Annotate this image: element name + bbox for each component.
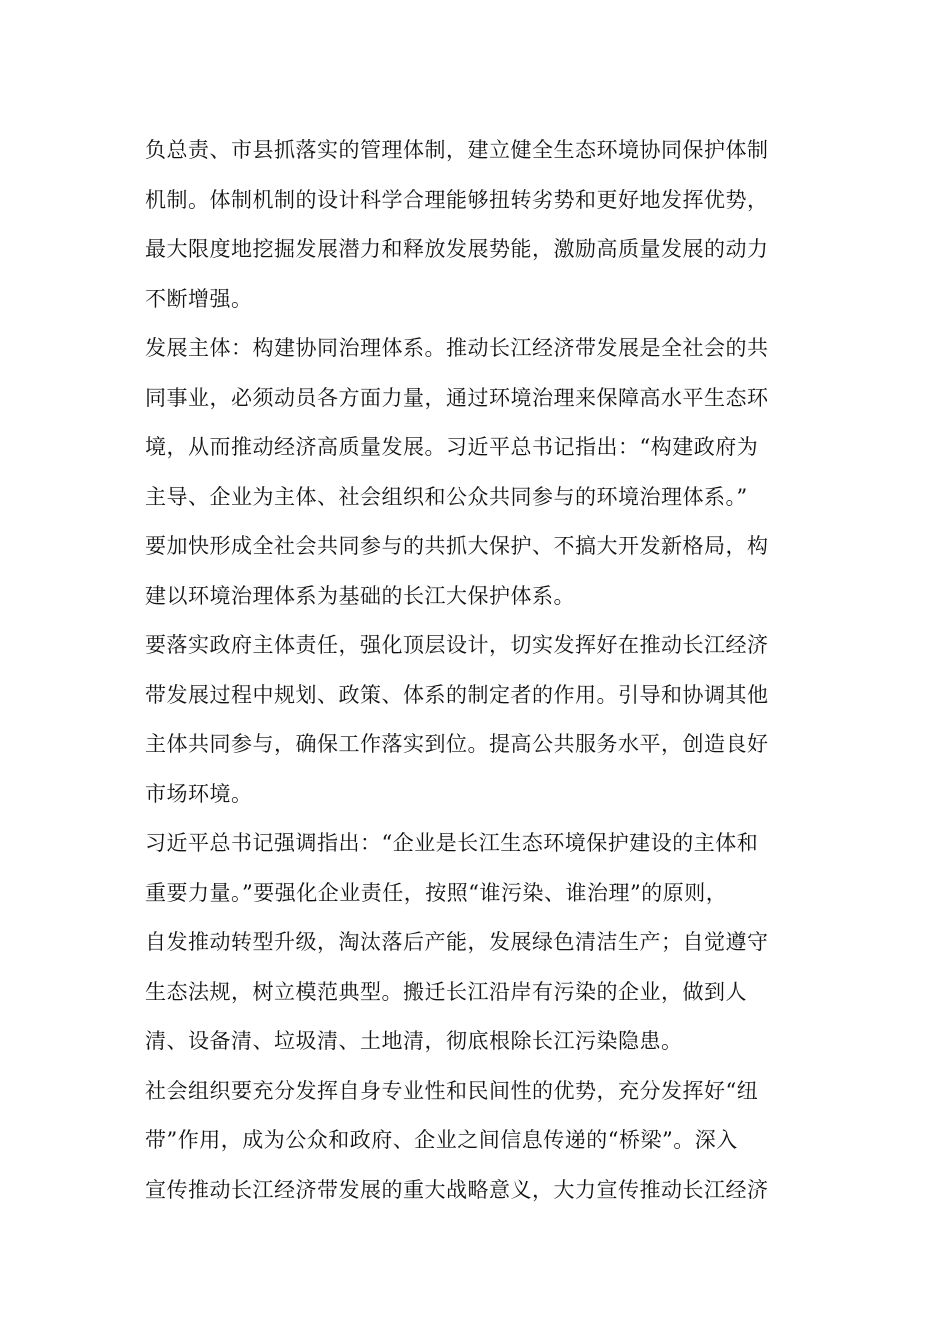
text-line: 最大限度地挖掘发展潜力和释放发展势能，激励高质量发展的动力	[145, 237, 769, 261]
text-line: 生态法规，树立模范典型。搬迁长江沿岸有污染的企业，做到人	[145, 979, 747, 1004]
text-line: 机制。体制机制的设计科学合理能够扭转劣势和更好地发挥优势，	[145, 187, 769, 212]
text-line: 带发展过程中规划、政策、体系的制定者的作用。引导和协调其他	[145, 682, 769, 707]
text-line: 主导、企业为主体、社会组织和公众共同参与的环境治理体系。”	[145, 484, 748, 509]
text-line: 市场环境。	[145, 781, 253, 806]
text-line: 发展主体：构建协同治理体系。推动长江经济带发展是全社会的共	[145, 336, 769, 360]
text-line: 要加快形成全社会共同参与的共抓大保护、不搞大开发新格局，构	[145, 534, 769, 558]
text-line: 要落实政府主体责任，强化顶层设计，切实发挥好在推动长江经济	[145, 633, 769, 657]
text-line: 同事业，必须动员各方面力量，通过环境治理来保障高水平生态环	[145, 385, 769, 410]
text-line: 不断增强。	[145, 286, 253, 311]
text-line: 建以环境治理体系为基础的长江大保护体系。	[145, 583, 575, 608]
document-body	[145, 126, 810, 1215]
text-line: 重要力量。”要强化企业责任，按照“谁污染、谁治理”的原则，	[145, 880, 728, 905]
text-line: 境，从而推动经济高质量发展。习近平总书记指出：“构建政府为	[145, 435, 759, 459]
text-line: 社会组织要充分发挥自身专业性和民间性的优势，充分发挥好“纽	[145, 1078, 759, 1103]
text-line: 清、设备清、垃圾清、土地清，彻底根除长江污染隐患。	[145, 1029, 683, 1053]
text-line: 负总责、市县抓落实的管理体制，建立健全生态环境协同保护体制	[145, 138, 769, 162]
text-line: 习近平总书记强调指出：“企业是长江生态环境保护建设的主体和	[145, 831, 759, 855]
text-line: 带”作用，成为公众和政府、企业之间信息传递的“桥梁”。深入	[145, 1128, 738, 1152]
text-line: 自发推动转型升级，淘汰落后产能，发展绿色清洁生产；自觉遵守	[145, 930, 769, 954]
text-line: 主体共同参与，确保工作落实到位。提高公共服务水平，创造良好	[145, 732, 769, 756]
text-line: 宣传推动长江经济带发展的重大战略意义，大力宣传推动长江经济	[145, 1177, 769, 1202]
